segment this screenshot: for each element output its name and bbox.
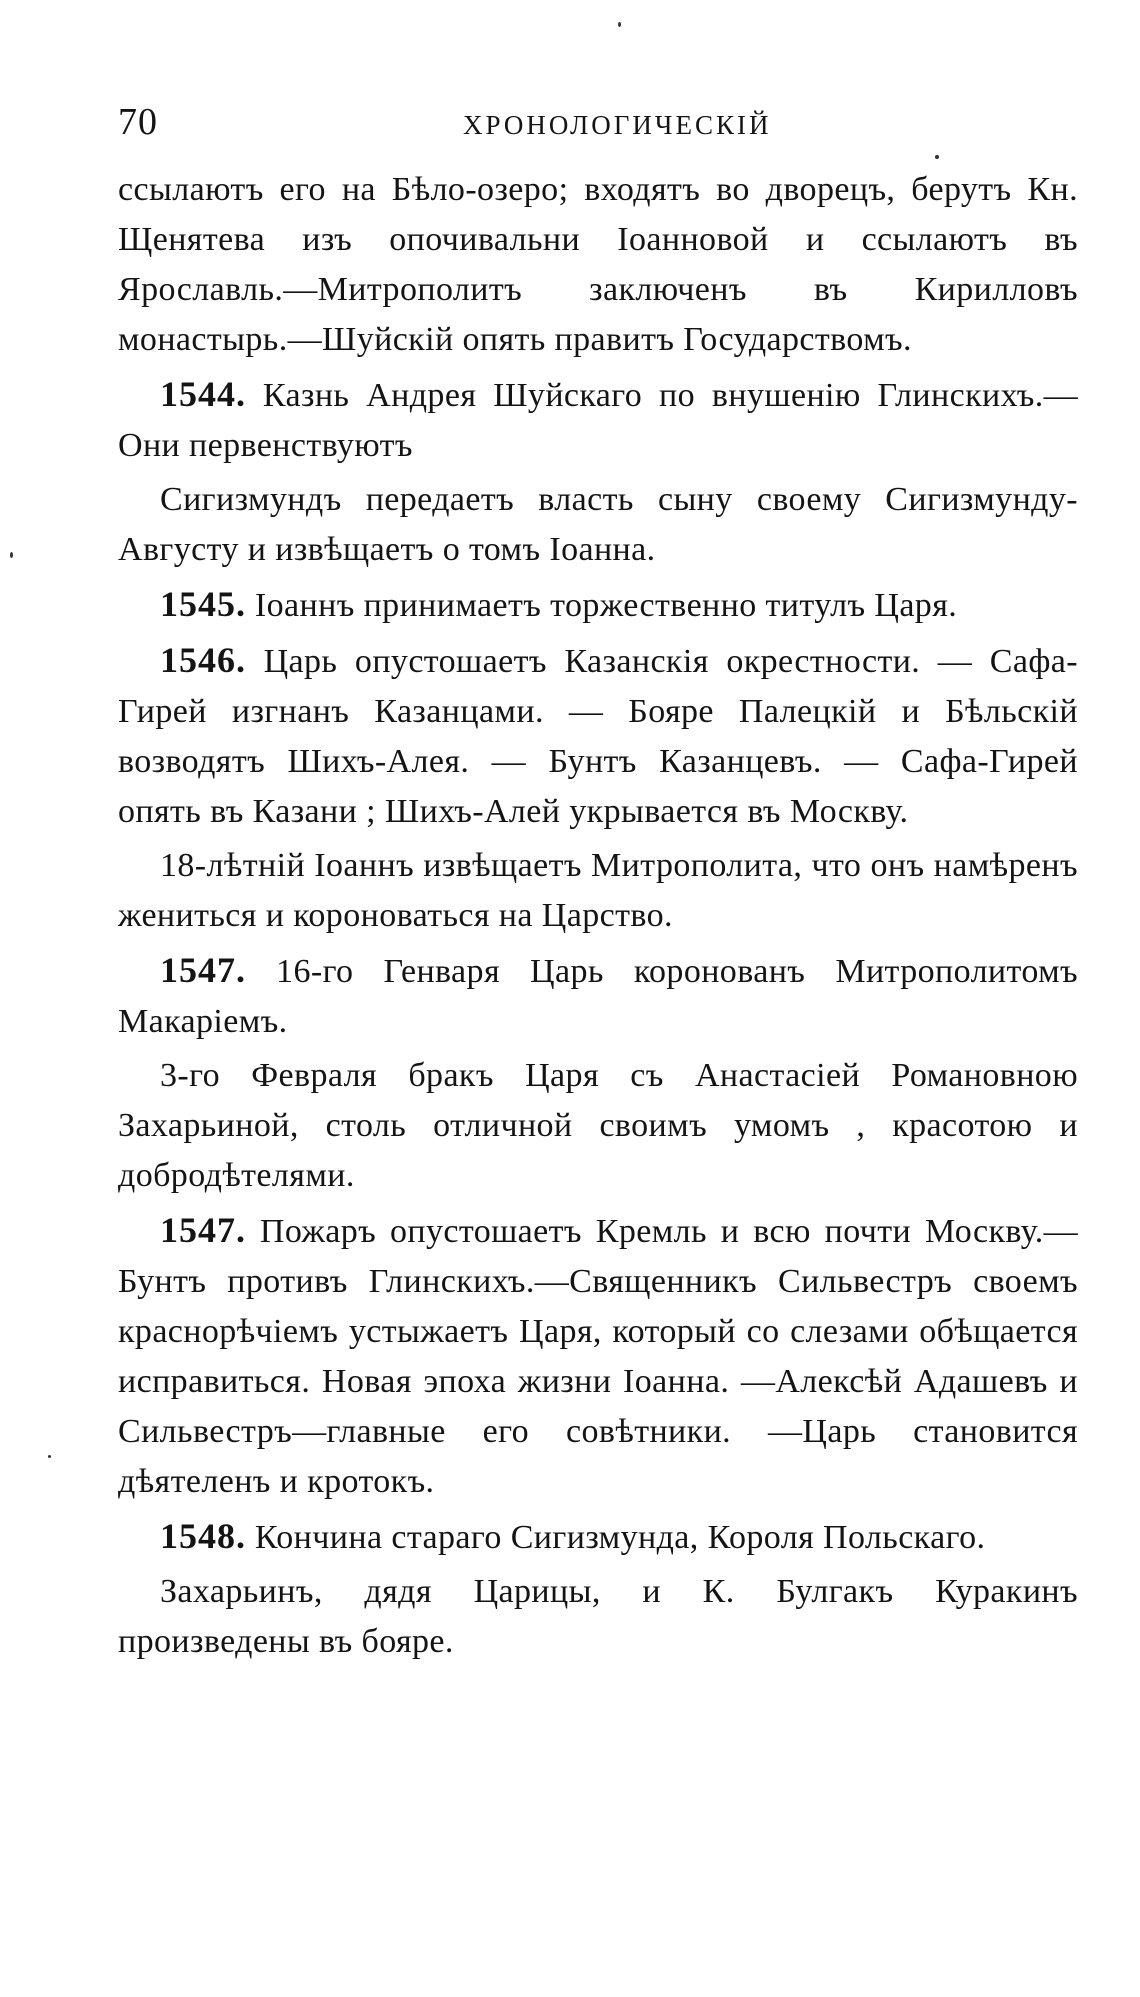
entry-1547-fire: [118, 1205, 1078, 1507]
year-label: 1545.: [160, 584, 246, 624]
print-speck: [10, 552, 13, 558]
year-label: 1544.: [160, 374, 246, 414]
year-label: 1547.: [160, 950, 246, 990]
entry-1544: [118, 369, 1078, 471]
paragraph-continuation: [118, 165, 1078, 365]
entry-1546: [118, 635, 1078, 837]
entry-1547-coronation: [118, 945, 1078, 1047]
paragraph-text: Сигизмундъ передаетъ власть сыну своему Сигизмунду-Августу и извѣщаетъ о томъ Іоанна.: [118, 481, 1078, 568]
print-speck: [618, 22, 621, 27]
paragraph-text: Іоаннъ принимаетъ торжественно титулъ Царя.: [246, 587, 958, 624]
page-body: [118, 165, 1078, 1671]
paragraph-text: 3-го Февраля бракъ Царя съ Анастасіей Романовною Захарьиной, столь отличной своимъ умомъ , красотою и добродѣтелями.: [118, 1057, 1078, 1194]
year-label: 1547.: [160, 1210, 246, 1250]
page-number: 70: [118, 101, 158, 143]
paragraph-zakharyin: [118, 1567, 1078, 1667]
paragraph-marriage: [118, 1051, 1078, 1201]
paragraph-text: Казнь Андрея Шуйскаго по внушенію Глинскихъ.—Они первенствуютъ: [118, 377, 1078, 464]
paragraph-text: Захарьинъ, дядя Царицы, и К. Булгакъ Куракинъ произведены въ бояре.: [118, 1573, 1078, 1660]
page-header: [118, 100, 1078, 150]
paragraph-text: 16-го Генваря Царь коронованъ Митрополитомъ Макаріемъ.: [118, 953, 1078, 1040]
print-speck: [48, 1455, 51, 1458]
entry-1545: [118, 579, 1078, 631]
print-speck: [935, 155, 939, 159]
paragraph-text: Царь опустошаетъ Казанскія окрестности. — Сафа-Гирей изгнанъ Казанцами. — Бояре Палецкій и Бѣльскій возводятъ Шихъ-Алея. — Бунтъ Казанцевъ. — Сафа-Гирей опять въ Казани ; Шихъ-Алей укрывается въ Москву.: [118, 643, 1078, 830]
year-label: 1546.: [160, 640, 246, 680]
paragraph-sigismund: [118, 475, 1078, 575]
entry-1548: [118, 1511, 1078, 1563]
year-label: 1548.: [160, 1516, 246, 1556]
paragraph-text: Пожаръ опустошаетъ Кремль и всю почти Москву.—Бунтъ противъ Глинскихъ.—Священникъ Сильвестръ своемъ краснорѣчіемъ устыжаетъ Царя, который со слезами обѣщается исправиться. Новая эпоха жизни Іоанна. —Алексѣй Адашевъ и Сильвестръ—главные его совѣтники. —Царь становится дѣятеленъ и кротокъ.: [118, 1213, 1078, 1500]
paragraph-text: ссылаютъ его на Бѣло-озеро; входятъ во дворецъ, берутъ Кн. Щенятева изъ опочивальни Іоанновой и ссылаютъ въ Ярославль.—Митрополитъ заключенъ въ Кирилловъ монастырь.—Шуйскій опять правитъ Государствомъ.: [118, 171, 1078, 358]
running-title: ХРОНОЛОГИЧЕСКІЙ: [463, 110, 772, 140]
paragraph-ioann-18: [118, 841, 1078, 941]
paragraph-text: Кончина стараго Сигизмунда, Короля Польскаго.: [246, 1519, 986, 1556]
paragraph-text: 18-лѣтній Іоаннъ извѣщаетъ Митрополита, что онъ намѣренъ жениться и короноваться на Царство.: [118, 847, 1078, 934]
